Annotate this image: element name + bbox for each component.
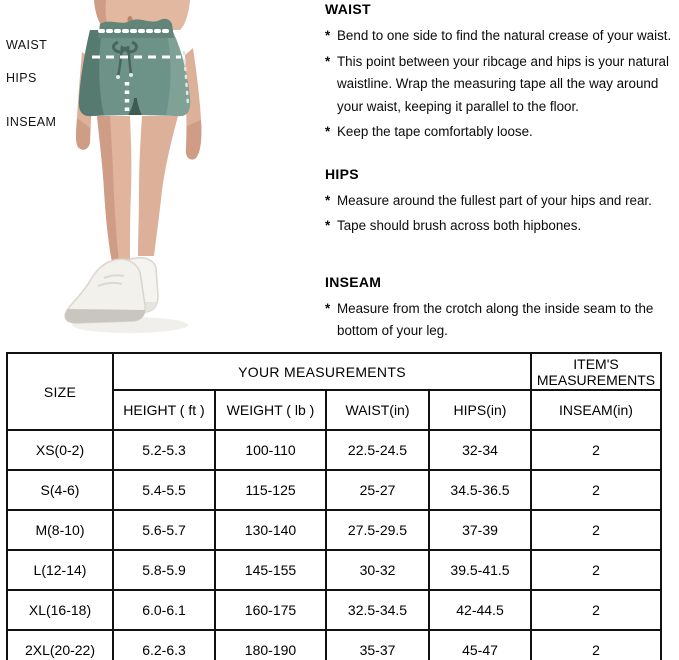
- table-cell: 5.8-5.9: [113, 550, 215, 590]
- bullet-marker: *: [325, 218, 331, 233]
- model-illustration: [0, 0, 322, 348]
- table-cell: 6.0-6.1: [113, 590, 215, 630]
- table-row: [7, 430, 661, 470]
- table-row: [7, 550, 661, 590]
- figure-label-inseam: INSEAM: [6, 115, 57, 129]
- left-sneaker-sole: [65, 309, 145, 323]
- figure-label-hips: HIPS: [6, 71, 37, 85]
- drawstring-aglet: [116, 75, 120, 79]
- table-cell: 5.6-5.7: [113, 510, 215, 550]
- model-right-hand: [186, 120, 201, 160]
- col-header-inseam: INSEAM(in): [531, 390, 661, 430]
- bullet-marker: *: [325, 28, 331, 43]
- table-cell: 5.2-5.3: [113, 430, 215, 470]
- instruction-bullet: * Measure from the crotch along the inside seam to the bottom of your leg.: [325, 298, 675, 343]
- bullet-marker: *: [325, 53, 331, 69]
- waist-section: [325, 1, 675, 144]
- table-cell: S(4-6): [7, 470, 113, 510]
- table-cell: 2: [531, 470, 661, 510]
- table-row: [7, 590, 661, 630]
- table-cell: 2: [531, 510, 661, 550]
- table-cell: 30-32: [326, 550, 429, 590]
- col-header-size: SIZE: [7, 353, 113, 430]
- instruction-bullet: * Keep the tape comfortably loose.: [325, 121, 675, 144]
- table-cell: 100-110: [215, 430, 326, 470]
- table-cell: 27.5-29.5: [326, 510, 429, 550]
- instruction-bullet: * Bend to one side to find the natural crease of your waist.: [325, 25, 675, 48]
- figure-label-waist: WAIST: [6, 38, 48, 52]
- instruction-bullet: * Measure around the fullest part of your hips and rear.: [325, 190, 675, 213]
- hips-heading: HIPS: [325, 165, 359, 182]
- inseam-heading: INSEAM: [325, 273, 382, 290]
- drawstring-aglet: [129, 73, 133, 77]
- table-header-row-1: [7, 353, 661, 390]
- bullet-marker: *: [325, 300, 331, 316]
- table-cell: 39.5-41.5: [429, 550, 531, 590]
- table-cell: 2: [531, 550, 661, 590]
- table-cell: 22.5-24.5: [326, 430, 429, 470]
- table-cell: 160-175: [215, 590, 326, 630]
- table-row: [7, 510, 661, 550]
- table-cell: 145-155: [215, 550, 326, 590]
- waistband: [98, 19, 174, 38]
- table-cell: 34.5-36.5: [429, 470, 531, 510]
- table-cell: 115-125: [215, 470, 326, 510]
- table-cell: M(8-10): [7, 510, 113, 550]
- model-right-leg: [138, 116, 178, 256]
- table-cell: XS(0-2): [7, 430, 113, 470]
- col-header-items-measurements: ITEM'S MEASUREMENTS: [531, 353, 661, 390]
- bullet-marker: *: [325, 192, 331, 208]
- col-header-weight: WEIGHT ( lb ): [215, 390, 326, 430]
- table-cell: XL(16-18): [7, 590, 113, 630]
- bullet-marker: *: [325, 124, 331, 139]
- inseam-section: [325, 274, 675, 343]
- table-cell: 42-44.5: [429, 590, 531, 630]
- measuring-instructions: [325, 1, 675, 346]
- table-cell: 45-47: [429, 630, 531, 660]
- table-row: [7, 470, 661, 510]
- waist-heading: WAIST: [325, 1, 371, 17]
- table-cell: 25-27: [326, 470, 429, 510]
- table-cell: 130-140: [215, 510, 326, 550]
- instruction-bullet: * Tape should brush across both hipbones.: [325, 215, 675, 238]
- table-cell: 5.4-5.5: [113, 470, 215, 510]
- col-header-waist: WAIST(in): [326, 390, 429, 430]
- table-cell: L(12-14): [7, 550, 113, 590]
- table-cell: 2: [531, 430, 661, 470]
- table-cell: 32.5-34.5: [326, 590, 429, 630]
- table-cell: 2: [531, 630, 661, 660]
- table-cell: 2XL(20-22): [7, 630, 113, 660]
- hips-section: [325, 166, 675, 238]
- table-cell: 35-37: [326, 630, 429, 660]
- col-header-height: HEIGHT ( ft ): [113, 390, 215, 430]
- col-header-your-measurements: YOUR MEASUREMENTS: [113, 353, 531, 390]
- model-photo: [0, 0, 322, 348]
- table-cell: 6.2-6.3: [113, 630, 215, 660]
- table-cell: 37-39: [429, 510, 531, 550]
- instruction-bullet: * This point between your ribcage and hips is your natural waistline. Wrap the measuring tape all the way around your waist, keeping it parallel to the floor.: [325, 51, 675, 119]
- table-row: [7, 630, 661, 660]
- col-header-hips: HIPS(in): [429, 390, 531, 430]
- table-cell: 180-190: [215, 630, 326, 660]
- table-cell: 32-34: [429, 430, 531, 470]
- size-table: [6, 352, 662, 660]
- table-cell: 2: [531, 590, 661, 630]
